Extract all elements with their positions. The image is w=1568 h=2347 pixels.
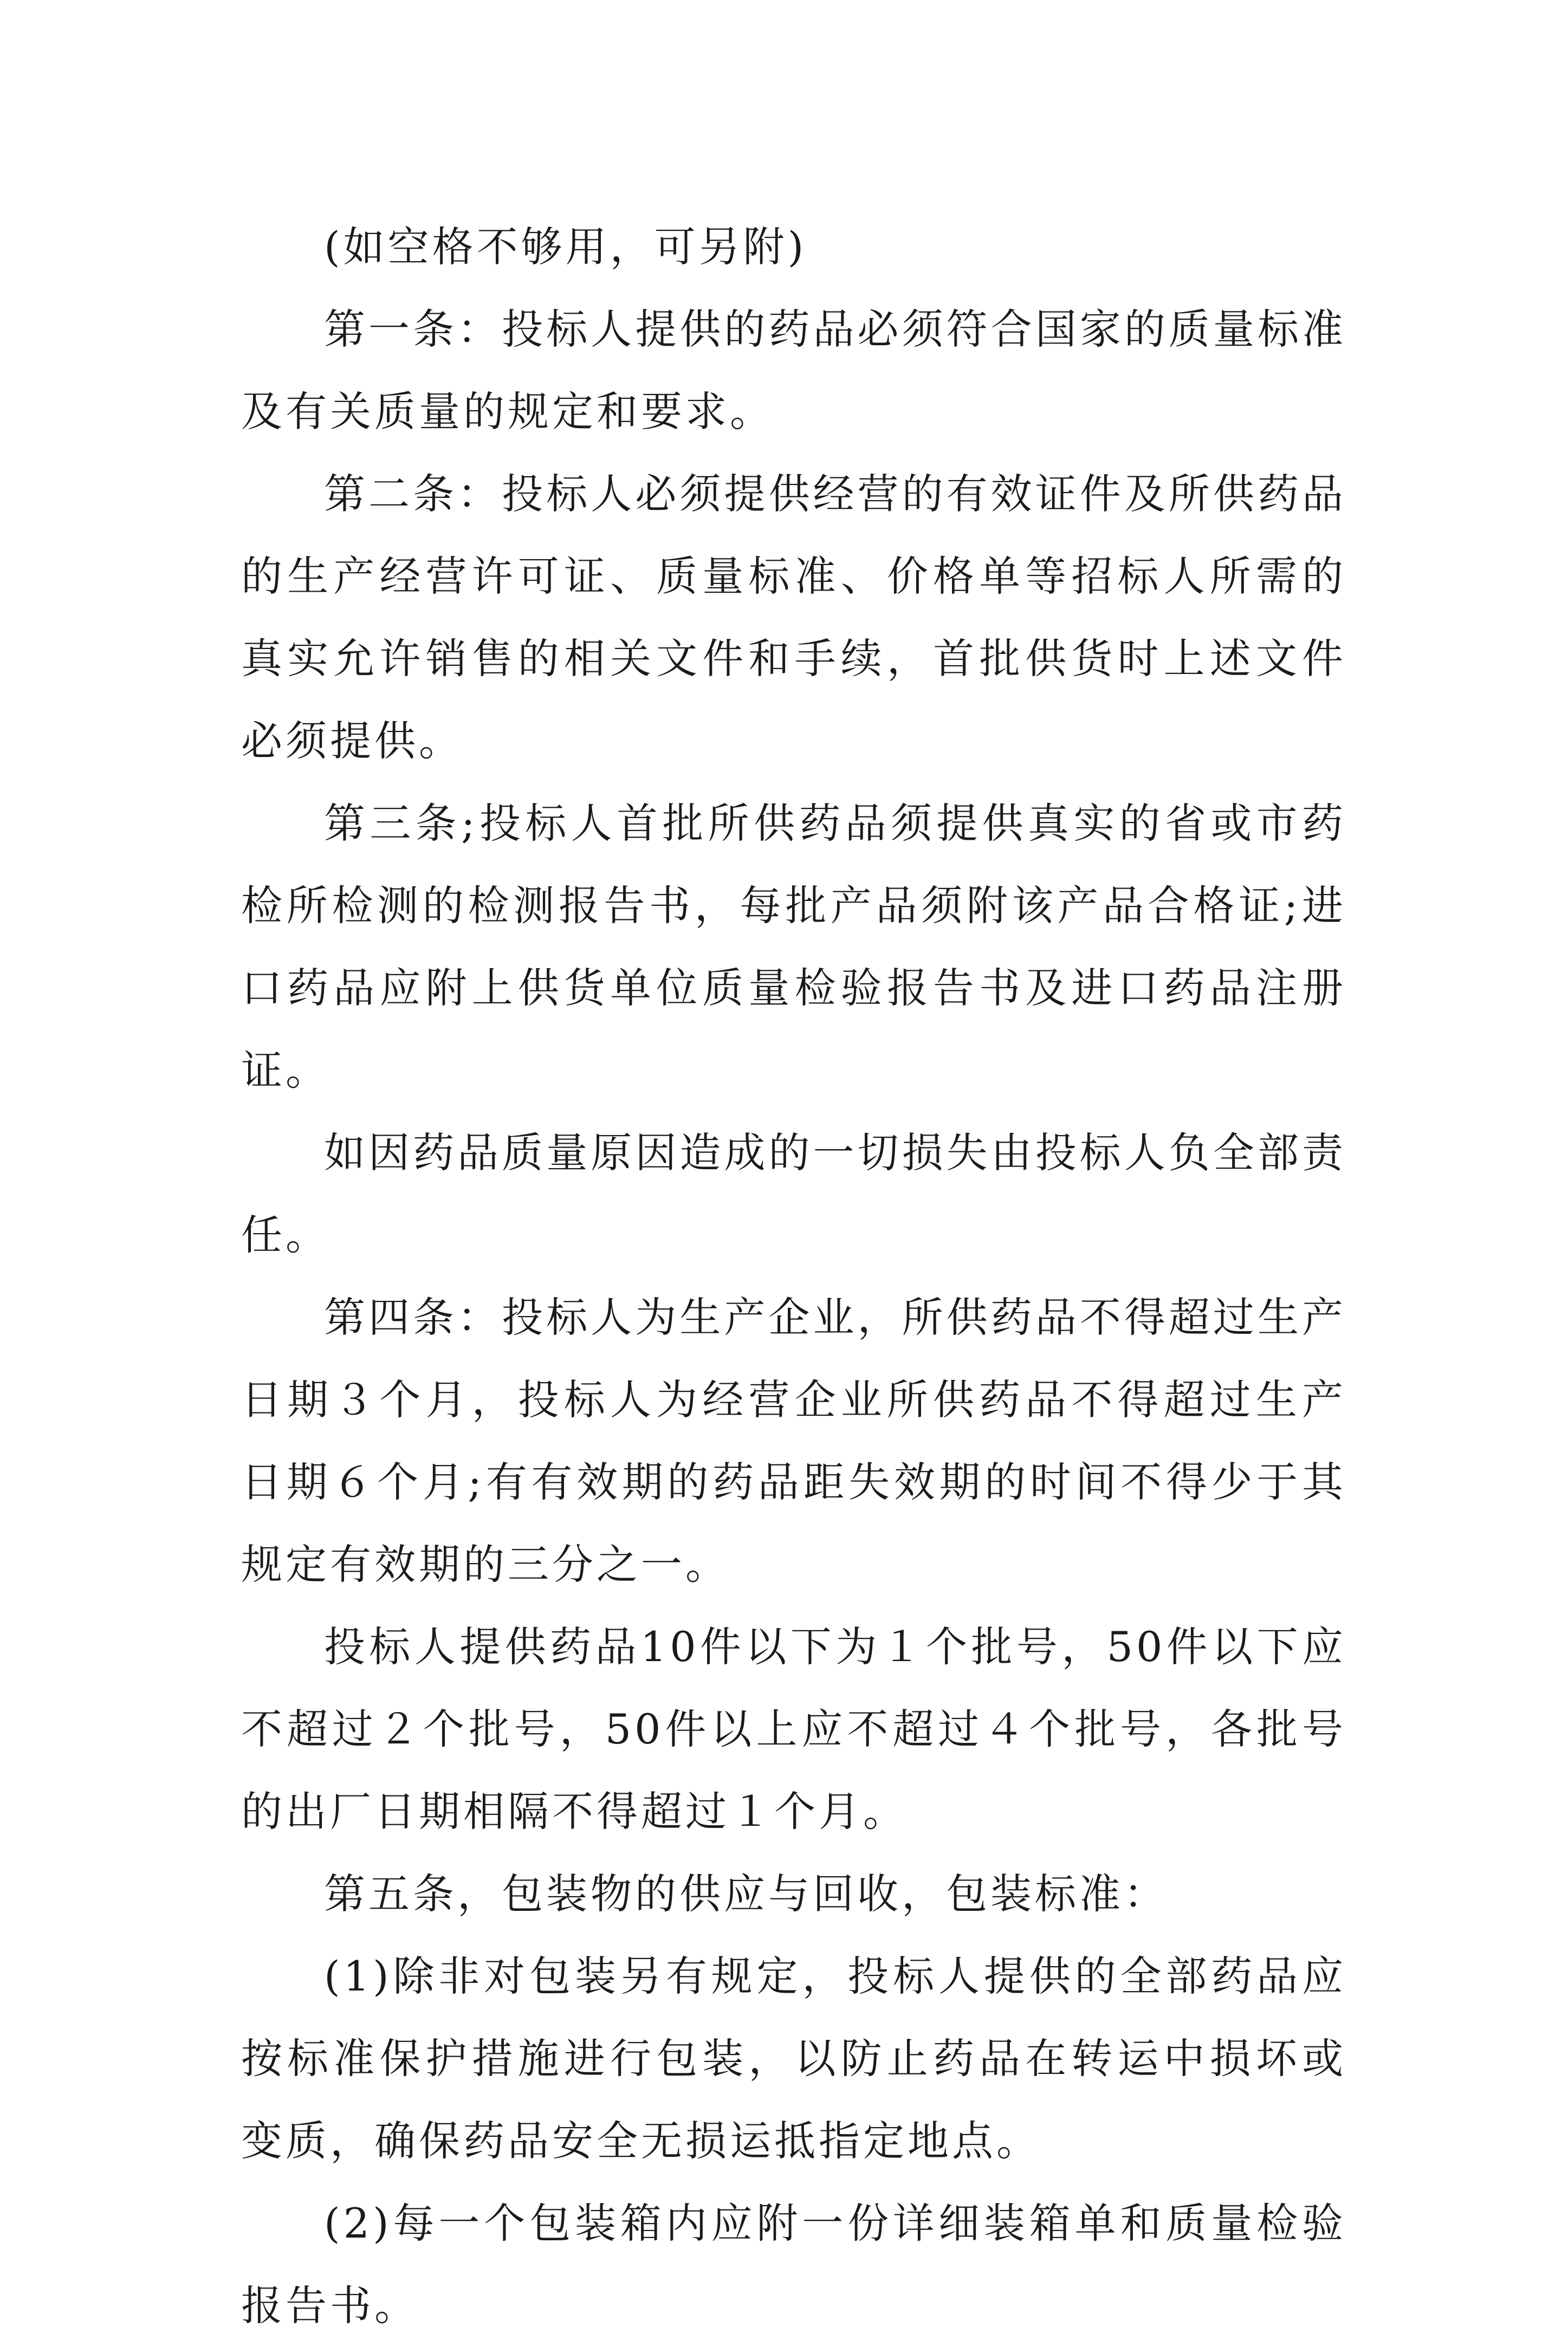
attachment-note: (如空格不够用，可另附)	[324, 223, 807, 271]
batch-number-paragraph: 投标人提供药品10件以下为１个批号，50件以下应不超过２个批号，50件以上应不超过４个批号，各批号的出厂日期相隔不得超过１个月。	[241, 1623, 1346, 1836]
article-4-paragraph: 第四条：投标人为生产企业，所供药品不得超过生产日期３个月，投标人为经营企业所供药品不得超过生产日期６个月;有有效期的药品距失效期的时间不得少于其规定有效期的三分之一。	[241, 1293, 1346, 1589]
article-1-paragraph: 第一条：投标人提供的药品必须符合国家的质量标准及有关质量的规定和要求。	[241, 305, 1346, 436]
document-body	[241, 206, 1346, 2347]
packaging-item-2-paragraph: (2)每一个包装箱内应附一份详细装箱单和质量检验报告书。	[241, 2199, 1346, 2330]
article-3-paragraph: 第三条;投标人首批所供药品须提供真实的省或市药检所检测的检测报告书，每批产品须附该产品合格证;进口药品应附上供货单位质量检验报告书及进口药品注册证。	[241, 799, 1346, 1094]
article-2-paragraph: 第二条：投标人必须提供经营的有效证件及所供药品的生产经营许可证、质量标准、价格单等招标人所需的真实允许销售的相关文件和手续，首批供货时上述文件必须提供。	[241, 470, 1346, 765]
quality-loss-paragraph: 如因药品质量原因造成的一切损失由投标人负全部责任。	[241, 1129, 1346, 1259]
article-5-paragraph: 第五条，包装物的供应与回收，包装标准：	[324, 1870, 1168, 1918]
packaging-item-1-paragraph: (1)除非对包装另有规定，投标人提供的全部药品应按标准保护措施进行包装，以防止药品在转运中损坏或变质，确保药品安全无损运抵指定地点。	[241, 1952, 1346, 2165]
